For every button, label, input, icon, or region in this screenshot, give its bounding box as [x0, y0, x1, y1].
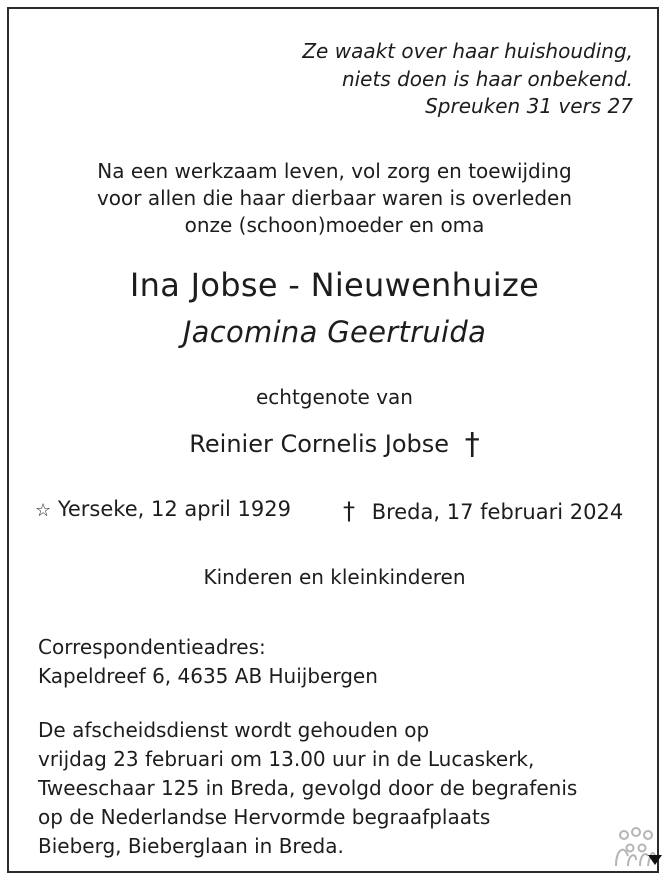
spouse-line — [0, 425, 669, 460]
quote-line-2: niets doen is haar onbekend. — [341, 67, 633, 91]
intro-line-2: voor allen die haar dierbaar waren is overleden — [96, 186, 573, 210]
spouse-name: Reinier Cornelis Jobse — [189, 430, 450, 458]
dropdown-arrow-icon[interactable] — [648, 855, 662, 865]
service-line-3: Tweeschaar 125 in Breda, gevolgd door de begrafenis — [38, 776, 578, 800]
service-line-4: op de Nederlandse Hervormde begraafplaats — [38, 805, 491, 829]
quote-source: Spreuken 31 vers 27 — [425, 94, 633, 118]
service-line-2: vrijdag 23 februari om 13.00 uur in de Lucaskerk, — [38, 747, 535, 771]
spouse-relation: echtgenote van — [255, 385, 413, 409]
intro-line-3: onze (schoon)moeder en oma — [184, 213, 485, 237]
birth-date: Yerseke, 12 april 1929 — [57, 497, 291, 521]
deceased-name: Ina Jobse - Nieuwenhuize — [129, 266, 540, 304]
address-label: Correspondentieadres: — [38, 635, 266, 659]
quote-line-1: Ze waakt over haar huishouding, — [302, 39, 633, 63]
death-date: Breda, 17 februari 2024 — [371, 500, 624, 524]
service-line-1: De afscheidsdienst wordt gehouden op — [38, 718, 430, 742]
cross-icon: † — [464, 427, 480, 462]
intro-line-1: Na een werkzaam leven, vol zorg en toewijding — [97, 159, 572, 183]
deceased-given-names: Jacomina Geertruida — [182, 315, 487, 349]
birth-line — [35, 497, 291, 521]
death-line — [343, 497, 623, 525]
star-icon: ☆ — [35, 500, 52, 521]
family-line: Kinderen en kleinkinderen — [203, 565, 466, 589]
service-line-5: Bieberg, Bieberglaan in Breda. — [38, 834, 344, 858]
cross-icon: † — [343, 497, 355, 525]
address-line: Kapeldreef 6, 4635 AB Huijbergen — [38, 664, 378, 688]
